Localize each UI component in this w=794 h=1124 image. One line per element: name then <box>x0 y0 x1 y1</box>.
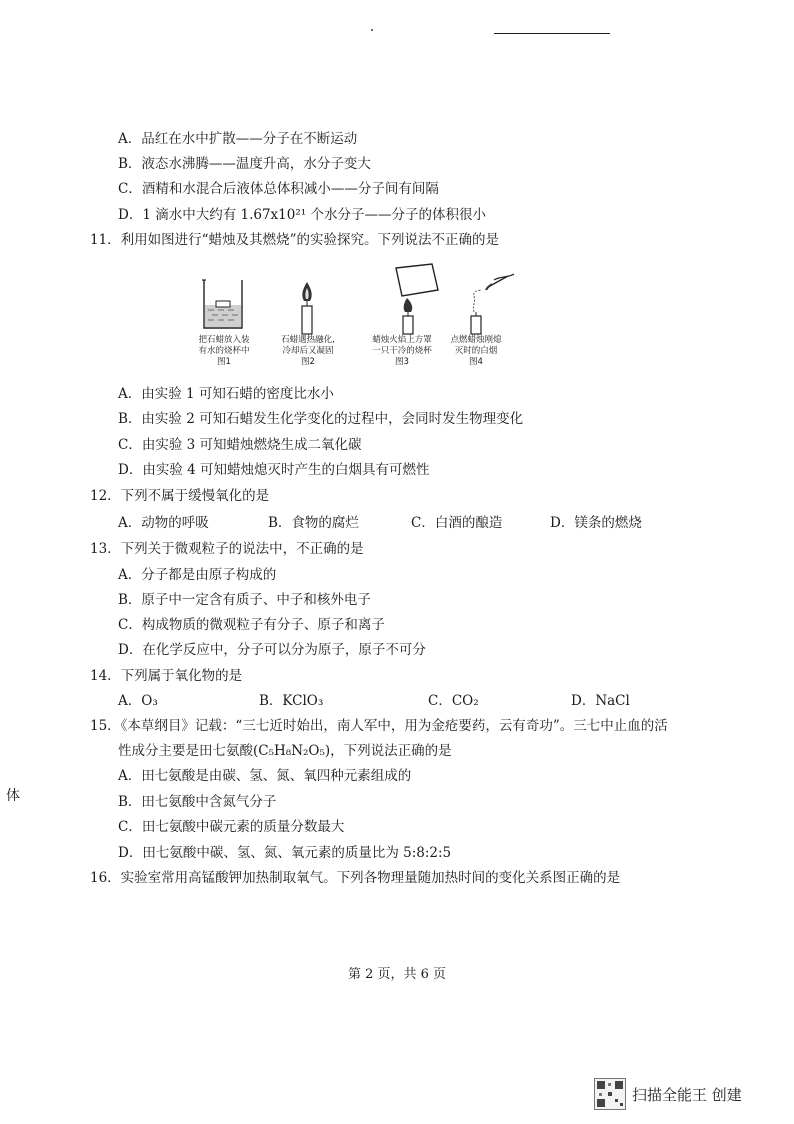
q11-stem: 11．利用如图进行“蜡烛及其燃烧”的实验探究。下列说法不正确的是 <box>90 232 499 248</box>
q13-option-d: D．在化学反应中，分子可以分为原子，原子不可分 <box>118 642 426 658</box>
q15-option-a: A．田七氨酸是由碳、氢、氮、氧四种元素组成的 <box>118 768 412 784</box>
figure-caption-4: 点燃蜡烛刚熄 灭时的白烟 图4 <box>450 335 502 367</box>
q16-stem: 16．实验室常用高锰酸钾加热制取氧气。下列各物理量随加热时间的变化关系图正确的是 <box>90 870 621 886</box>
q14-stem: 14．下列属于氧化物的是 <box>90 668 243 684</box>
q13-option-a: A．分子都是由原子构成的 <box>118 567 277 583</box>
q11-option-b: B．由实验 2 可知石蜡发生化学变化的过程中，会同时发生物理变化 <box>118 411 524 427</box>
q15-stem-line-2: 性成分主要是田七氨酸(C₅H₈N₂O₅)，下列说法正确的是 <box>118 743 452 759</box>
candle-beaker-figure-3 <box>388 262 444 336</box>
q15-option-d: D．田七氨酸中碳、氢、氮、氧元素的质量比为 5:8:2:5 <box>118 845 452 861</box>
figure-caption-3: 蜡烛火焰上方罩 一只干冷的烧杯 图3 <box>372 335 432 367</box>
q10-option-a: A．品红在水中扩散——分子在不断运动 <box>118 131 358 147</box>
qr-logo-icon <box>594 1078 626 1110</box>
beaker-figure-1 <box>200 278 246 332</box>
q15-stem-line-1: 15．《本草纲目》记载：“三七近时始出，南人军中，用为金疮要药，云有奇功”。三七中止血的活 <box>90 718 668 734</box>
figure-caption-1: 把石蜡放入装 有水的烧杯中 图1 <box>198 335 250 367</box>
q12-option-a: A．动物的呼吸 <box>118 515 209 531</box>
q13-option-b: B．原子中一定含有质子、中子和核外电子 <box>118 592 371 608</box>
page-footer: 第 2 页，共 6 页 <box>347 967 447 982</box>
figure-caption-2: 石蜡遇热融化, 冷却后又凝固 图2 <box>281 335 335 367</box>
watermark-text: 扫描全能王 创建 <box>632 1085 742 1104</box>
margin-character: 体 <box>6 788 20 804</box>
q14-option-a: A．O₃ <box>118 693 158 709</box>
q12-option-b: B．食物的腐烂 <box>268 515 359 531</box>
scan-speck <box>371 29 373 31</box>
q10-option-d: D．1 滴水中大约有 1.67x10²¹ 个水分子——分子的体积很小 <box>118 207 486 223</box>
q15-option-b: B．田七氨酸中含氮气分子 <box>118 794 277 810</box>
q13-option-c: C．构成物质的微观粒子有分子、原子和离子 <box>118 617 385 633</box>
q11-option-a: A．由实验 1 可知石蜡的密度比水小 <box>118 386 334 402</box>
q12-option-d: D．镁条的燃烧 <box>550 515 642 531</box>
candle-smoke-figure-4 <box>460 266 518 336</box>
candle-figure-2 <box>292 278 322 336</box>
q14-option-d: D．NaCl <box>571 693 630 709</box>
scanner-watermark <box>594 1077 742 1111</box>
q14-option-b: B．KClO₃ <box>259 693 324 709</box>
q13-stem: 13．下列关于微观粒子的说法中，不正确的是 <box>90 541 364 557</box>
q15-option-c: C．田七氨酸中碳元素的质量分数最大 <box>118 819 345 835</box>
q10-option-c: C．酒精和水混合后液体总体积减小——分子间有间隔 <box>118 181 439 197</box>
q14-option-c: C．CO₂ <box>428 693 479 709</box>
q10-option-b: B．液态水沸腾——温度升高，水分子变大 <box>118 156 371 172</box>
q12-option-c: C．白酒的酿造 <box>411 515 503 531</box>
q11-option-c: C．由实验 3 可知蜡烛燃烧生成二氧化碳 <box>118 437 362 453</box>
q11-option-d: D．由实验 4 可知蜡烛熄灭时产生的白烟具有可燃性 <box>118 462 430 478</box>
top-rule <box>494 33 610 34</box>
q12-stem: 12．下列不属于缓慢氧化的是 <box>90 488 270 504</box>
